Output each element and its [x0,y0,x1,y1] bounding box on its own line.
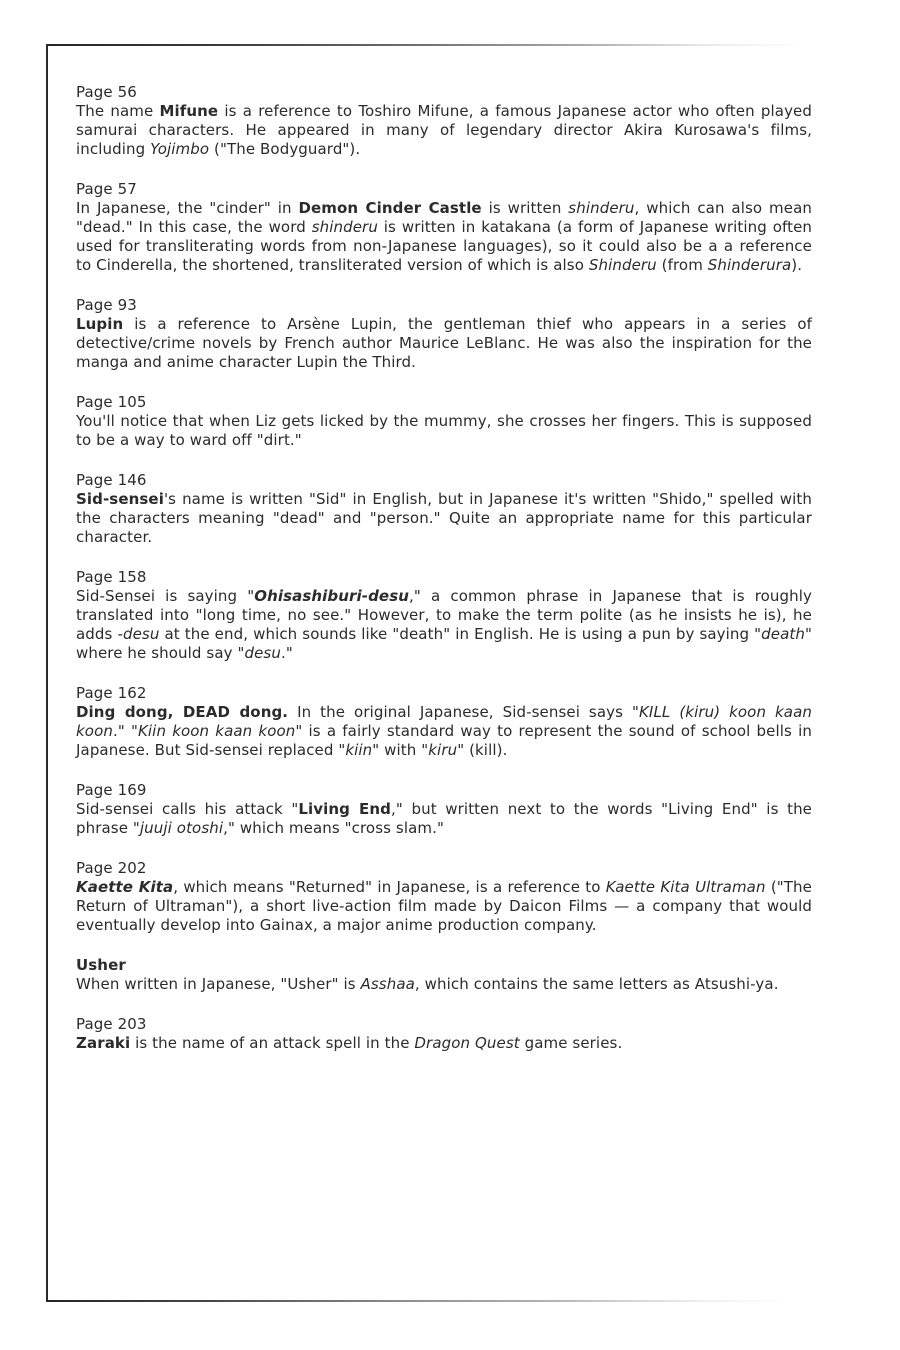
note-body [76,412,812,450]
note-heading: Page 169 [76,781,147,799]
note-text-segment: In Japanese, the "cinder" in [76,199,299,217]
note-section [76,684,812,760]
note-text-segment: -desu [117,625,160,643]
note-text-segment: Kaette Kita [76,878,174,896]
note-text-segment: Lupin [76,315,124,333]
note-text-segment: , which can also mean "dead." In this case, the word [76,199,812,236]
note-text-segment: Ding dong, DEAD dong. [76,703,289,721]
note-body [76,199,812,275]
note-text-segment: (from [656,256,708,274]
translation-notes [76,83,812,1074]
note-text-segment: is the name of an attack spell in the [130,1034,415,1052]
note-section [76,393,812,450]
note-text-segment: ("The Bodyguard"). [209,140,361,158]
note-text-segment: ). [791,256,803,274]
note-text-segment: is a reference to Toshiro Mifune, a famous Japanese actor who often played samurai characters. He appeared in many of legendary director Akira Kurosawa's films, including [76,102,813,158]
note-text-segment: " where he should say " [76,625,812,662]
note-text-segment: Mifune [159,102,219,120]
note-text-segment: kiru [428,741,458,759]
note-text-segment: kiin [345,741,373,759]
note-text-segment: Kaette Kita Ultraman [605,878,766,896]
note-text-segment: ," but written next to the words "Living End" is the phrase " [76,800,812,837]
note-section [76,83,812,159]
note-text-segment: game series. [519,1034,623,1052]
note-text-segment: death [761,625,805,643]
note-text-segment: ," which means "cross slam." [223,819,444,837]
note-heading: Page 202 [76,859,147,877]
note-text-segment: In the original Japanese, Sid-sensei says " [288,703,639,721]
note-text-segment: ," a common phrase in Japanese that is roughly translated into "long time, no see." However, to make the term polite (as he insists he is), he adds [76,587,812,643]
note-body [76,703,812,760]
note-section [76,180,812,275]
note-text-segment: Zaraki [76,1034,131,1052]
note-text-segment: ." " [112,722,138,740]
note-body [76,587,812,663]
note-text-segment: Sid-Sensei is saying " [76,587,255,605]
note-heading: Usher [76,956,126,974]
note-text-segment: 's name is written "Sid" in English, but in Japanese it's written "Shido," spelled with the characters meaning "dead" and "person." Quite an appropriate name for this particular character. [76,490,812,546]
note-text-segment: , which contains the same letters as Atsushi-ya. [414,975,779,993]
note-text-segment: shinderu [311,218,378,236]
note-text-segment: Kiin koon kaan koon [137,722,296,740]
note-section [76,471,812,547]
page-frame [46,44,858,1302]
note-text-segment: Shinderura [707,256,792,274]
frame-top-border [48,44,858,46]
note-text-segment: When written in Japanese, "Usher" is [76,975,361,993]
note-section [76,568,812,663]
note-text-segment: is a reference to Arsène Lupin, the gentleman thief who appears in a series of detective/crime novels by French author Maurice LeBlanc. He was also the inspiration for the manga and anime character Lupin the Third. [76,315,812,371]
note-heading: Page 158 [76,568,147,586]
note-section [76,956,812,994]
note-text-segment: " is a fairly standard way to represent the sound of school bells in Japanese. But Sid-sensei replaced " [76,722,812,759]
note-section [76,296,812,372]
note-text-segment: " (kill). [457,741,508,759]
note-text-segment: Dragon Quest [414,1034,520,1052]
note-body [76,975,812,994]
note-heading: Page 146 [76,471,147,489]
note-body [76,1034,812,1053]
note-text-segment: Living End [298,800,392,818]
note-text-segment: KILL (kiru) koon kaan koon [76,703,812,740]
note-body [76,315,812,372]
note-text-segment: is written in katakana (a form of Japanese writing often used for transliterating words from non-Japanese languages), so it could also be a a reference to Cinderella, the shortened, transliterated version of which is also [76,218,813,274]
note-text-segment: desu [244,644,281,662]
note-body [76,878,812,935]
note-text-segment: Ohisashiburi-desu [254,587,410,605]
note-heading: Page 203 [76,1015,147,1033]
note-heading: Page 56 [76,83,137,101]
note-text-segment: at the end, which sounds like "death" in English. He is using a pun by saying " [159,625,762,643]
note-text-segment: ("The Return of Ultraman"), a short live-action film made by Daicon Films — a company that would eventually develop into Gainax, a major anime production company. [76,878,812,934]
note-body [76,490,812,547]
note-heading: Page 105 [76,393,147,411]
note-text-segment: Shinderu [588,256,657,274]
note-text-segment: Sid-sensei [76,490,164,508]
note-text-segment: ." [280,644,293,662]
frame-bottom-border [48,1300,858,1302]
note-text-segment: , which means "Returned" in Japanese, is a reference to [173,878,606,896]
note-text-segment: The name [76,102,160,120]
note-heading: Page 93 [76,296,137,314]
note-text-segment: " with " [372,741,429,759]
note-text-segment: You'll notice that when Liz gets licked by the mummy, she crosses her fingers. This is supposed to be a way to ward off "dirt." [76,412,812,449]
note-body [76,800,812,838]
note-text-segment: shinderu [568,199,635,217]
note-section [76,781,812,838]
note-text-segment: is written [481,199,569,217]
note-body [76,102,812,159]
note-heading: Page 162 [76,684,147,702]
note-text-segment: Asshaa [360,975,415,993]
note-section [76,1015,812,1053]
note-section [76,859,812,935]
note-heading: Page 57 [76,180,137,198]
note-text-segment: juuji otoshi [139,819,224,837]
note-text-segment: Sid-sensei calls his attack " [76,800,299,818]
note-text-segment: Demon Cinder Castle [298,199,482,217]
note-text-segment: Yojimbo [150,140,210,158]
